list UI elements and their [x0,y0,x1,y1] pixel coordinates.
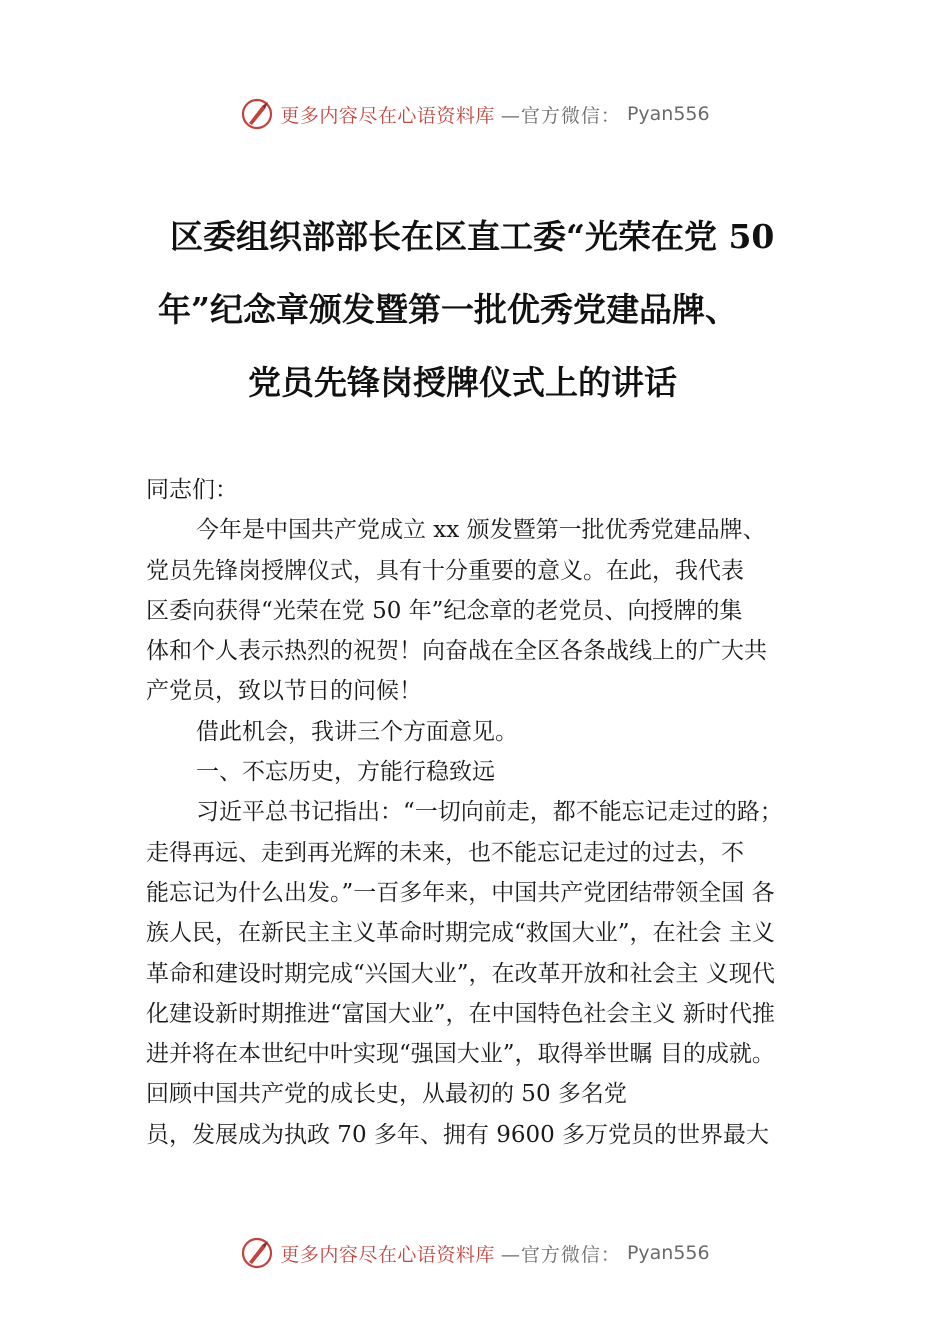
title-line: 区委组织部部长在区直工委“光荣在党 50 [170,217,775,256]
watermark-main-text: 更多内容尽在心语资料库 [280,1243,495,1266]
watermark-wechat-id: Pyan556 [626,103,710,125]
body-line: 一、不忘历史，方能行稳致远 [196,759,495,786]
document-title [150,200,820,419]
document-body [146,470,826,1155]
body-line: 今年是中国共产党成立 xx 颁发暨第一批优秀党建品牌、 [196,517,766,544]
body-line: 回顾中国共产党的成长史，从最初的 50 多名党 [146,1081,627,1108]
body-line: 党员先锋岗授牌仪式，具有十分重要的意义。在此，我代表 [146,557,744,584]
quill-pen-logo-icon [240,1236,274,1270]
body-line: 区委向获得“光荣在党 50 年”纪念章的老党员、向授牌的集 [146,597,743,624]
body-line: 产党员，致以节日的问候！ [146,678,422,705]
body-line: 化建设新时期推进“富国大业”，在中国特色社会主义 新时代推 [146,1000,775,1027]
body-line: 员，发展成为执政 70 多年、拥有 9600 多万党员的世界最大 [146,1121,770,1148]
title-line: 党员先锋岗授牌仪式上的讲话 [248,363,677,402]
body-line: 革命和建设时期完成“兴国大业”，在改革开放和社会主 义现代 [146,960,775,987]
footer-watermark [0,1233,950,1273]
watermark-sub-text: —官方微信： [500,1243,621,1266]
quill-pen-logo-icon [240,97,274,131]
body-line: 体和个人表示热烈的祝贺！向奋战在全区各条战线上的广大共 [146,638,767,665]
watermark-wechat-id: Pyan556 [626,1242,710,1264]
body-line: 能忘记为什么出发。”一百多年来，中国共产党团结带领全国 各 [146,879,775,906]
body-line: 同志们： [146,477,238,503]
body-line: 习近平总书记指出：“一切向前走，都不能忘记走过的路； [196,799,783,826]
watermark-main-text: 更多内容尽在心语资料库 [280,104,495,127]
title-line: 年”纪念章颁发暨第一批优秀党建品牌、 [158,290,738,329]
body-line: 走得再远、走到再光辉的未来，也不能忘记走过的过去，不 [146,839,744,866]
body-line: 进并将在本世纪中叶实现“强国大业”，取得举世瞩 目的成就。 [146,1041,775,1068]
body-line: 族人民，在新民主主义革命时期完成“救国大业”，在社会 主义 [146,920,775,947]
body-line: 借此机会，我讲三个方面意见。 [196,718,518,745]
header-watermark [0,94,950,134]
watermark-sub-text: —官方微信： [500,104,621,127]
